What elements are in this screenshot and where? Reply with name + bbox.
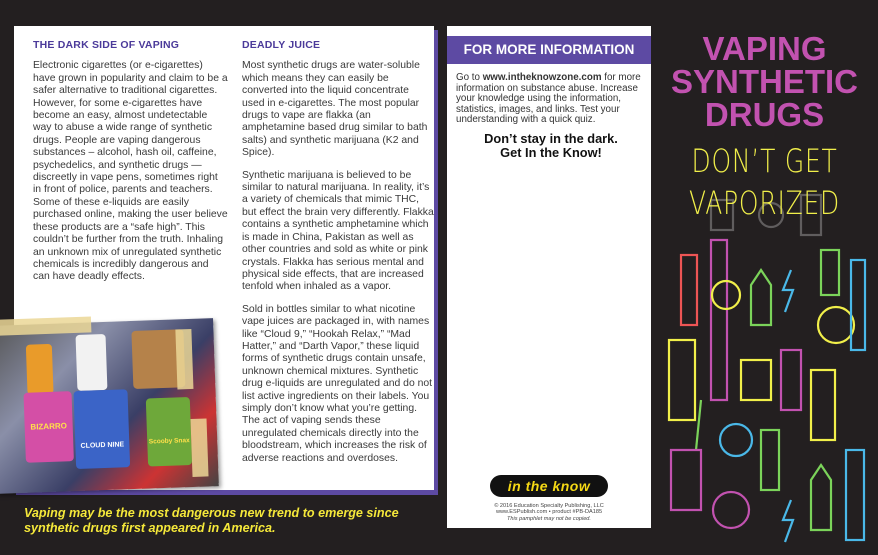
cover-title xyxy=(651,32,878,131)
tagline xyxy=(456,132,646,160)
heading: DEADLY JUICE xyxy=(242,39,321,51)
tagline-line: Get In the Know! xyxy=(500,145,602,160)
white-cap xyxy=(76,334,108,391)
heading: THE DARK SIDE OF VAPING xyxy=(33,39,180,51)
paragraph: Electronic cigarettes (or e-cigarettes) have grown in popularity and claim to be a safer alternative to traditional cigarettes. However, for some e-cigarettes have become an easy, almost undetectable way to abuse a wide range of synthetic drugs. People are vaping dangerous substances – alcohol, hash oil, caffeine, psychedelics, and synthetic drugs — discreetly in vape pens, sometimes right in front of police, parents and teachers. Some of these e-liquids are easily purchased online, making the user believe these products are a “safe high”. This couldn’t be further from the truth. Inhaling an unknown mix of unregulated synthetic chemicals is incredibly dangerous and can have deadly effects. xyxy=(33,60,228,283)
tape xyxy=(191,418,209,477)
coil-icon xyxy=(713,492,749,528)
orange-cap xyxy=(26,344,54,395)
info-text xyxy=(456,73,646,126)
notice-line: This pamphlet may not be copied. xyxy=(507,515,591,522)
paragraph: Sold in bottles similar to what nicotine vape juices are packaged in, with names like “Cloud 9,” “Hookah Relax,” “Mad Hatter,” and “Darth Vapor,” these liquid forms of synthetic drugs contain unsafe, unknown chemical mixtures. Synthetic drug e-liquids are unregulated and do not list active ingredients on their labels. You simply don’t know what you’re getting. The act of vaping sends these unregulated chemicals directly into the bloodstream, which increases the risk of adverse reactions and overdoses. xyxy=(242,303,433,464)
battery-icon xyxy=(761,430,779,490)
lightning-icon xyxy=(783,270,793,312)
copyright-line: © 2016 Education Specialty Publishing, LLC xyxy=(494,503,604,509)
subtitle-line: DON’T GET xyxy=(691,142,838,180)
vape-pen-icon xyxy=(846,450,864,540)
title-line: DRUGS xyxy=(704,96,825,133)
column-deadly-juice xyxy=(242,39,434,475)
caption: Vaping may be the most dangerous new trend to emerge since synthetic drugs first appeared in America. xyxy=(24,506,399,535)
column-dark-side xyxy=(33,39,228,294)
website-link[interactable]: www.intheknowzone.com xyxy=(482,72,602,83)
coil-icon xyxy=(720,424,752,456)
lightning-icon xyxy=(783,500,793,542)
paragraph: Most synthetic drugs are water-soluble which means they can easily be converted into the liquid concentrate used in e-cigarettes. The most popular drugs to vape are flakka (an amphetamine based drug similar to bath salts) and synthetic marijuana (K2 and Spice). xyxy=(242,60,428,159)
title-line: SYNTHETIC xyxy=(670,63,858,100)
subtitle-line: VAPORIZED xyxy=(688,184,841,222)
tank-icon xyxy=(741,360,771,400)
packet-label: Scooby Snax xyxy=(146,397,192,466)
bottle-label: CLOUD NINE xyxy=(73,389,130,469)
info-suffix: for more information on substance abuse. Increase your knowledge using the information, statistics, images, and links. Test your understanding with a quick quiz. xyxy=(456,72,641,126)
tank-icon xyxy=(811,370,835,440)
mod-icon xyxy=(671,450,701,510)
copyright xyxy=(452,503,646,522)
eliquid-bottle-icon xyxy=(811,465,831,530)
vape-mod-icon xyxy=(711,240,727,400)
product-photo xyxy=(0,318,219,494)
info-header: FOR MORE INFORMATION xyxy=(447,36,651,64)
title-line: VAPING xyxy=(702,30,827,67)
screwdriver-icon xyxy=(696,400,701,450)
cover-subtitle xyxy=(676,140,853,224)
bottle-icon xyxy=(781,350,801,410)
bottle-label: BIZARRO xyxy=(23,391,73,463)
info-prefix: Go to xyxy=(456,72,483,83)
eliquid-bottle-icon xyxy=(751,270,771,325)
tagline-line: Don’t stay in the dark. xyxy=(484,131,618,146)
vape-pen-icon xyxy=(851,260,865,350)
tape xyxy=(0,316,91,335)
coil-build-icon xyxy=(818,307,854,343)
tape xyxy=(175,329,193,390)
site-line: www.ESPublish.com • product #PB-DA185 xyxy=(495,509,603,516)
paragraph: Synthetic marijuana is believed to be similar to natural marijuana. In reality, it’s a variety of chemicals that mimic THC, but effect the brain very differently. Flakka contains a synthetic amphetamine which is made in China, Pakistan as well as other countries and sold as white or pink crystals. Flakka has serious mental and physical side effects, that are increased tenfold when inhaled as a vapor. xyxy=(242,169,434,293)
mod-icon xyxy=(669,340,695,420)
in-the-know-logo: in the know xyxy=(490,475,608,497)
battery-icon xyxy=(821,250,839,295)
vape-pen-icon xyxy=(681,255,697,325)
